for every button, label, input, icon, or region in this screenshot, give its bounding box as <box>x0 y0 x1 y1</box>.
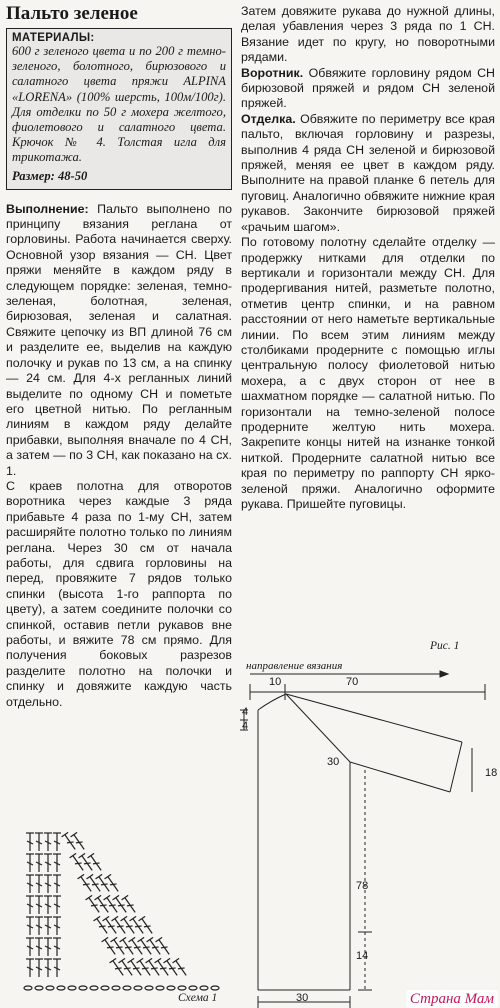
dim-sleeve: 30 <box>327 756 340 768</box>
sleeve-paragraph: Затем довяжите рукава до нужной длины, делая убавления через 3 ряда по 1 СН. Вязание идет по кругу, но поворотными рядами. <box>241 4 495 65</box>
materials-heading: МАТЕРИАЛЫ: <box>12 32 95 44</box>
stitch-symbol <box>86 895 103 914</box>
chain-stitch <box>211 986 219 990</box>
collar-paragraph <box>241 66 495 112</box>
stitch-symbol <box>35 917 43 935</box>
chain-stitch <box>24 986 32 990</box>
left-column <box>6 4 232 710</box>
stitch-symbol <box>110 958 127 977</box>
stitch-symbol <box>26 854 34 872</box>
stitch-symbol <box>44 959 52 977</box>
stitch-symbol <box>26 959 34 977</box>
stitch-symbol <box>53 833 61 851</box>
dim-side-b: 4 <box>242 720 249 732</box>
stitch-symbol <box>53 854 61 872</box>
stitch-symbol <box>44 917 52 935</box>
stitch-symbol <box>78 874 95 893</box>
chain-stitch <box>134 986 142 990</box>
knitting-direction-label: направление вязания <box>246 660 343 672</box>
stitch-symbol <box>35 938 43 956</box>
size-text: Размер: 48-50 <box>12 168 88 183</box>
stitch-symbol <box>62 832 79 851</box>
figure-label: Рис. 1 <box>430 640 460 652</box>
chain-stitch <box>57 986 65 990</box>
right-column <box>241 4 495 512</box>
materials-box <box>6 28 232 190</box>
stitch-symbol <box>44 938 52 956</box>
stitch-symbol <box>44 896 52 914</box>
chain-stitch <box>156 986 164 990</box>
dim-side-a: 4 <box>242 706 249 718</box>
chain-stitch <box>90 986 98 990</box>
neckline <box>258 694 286 710</box>
dim-bottom: 30 <box>296 992 309 1004</box>
stitch-symbol <box>26 833 34 851</box>
stitch-symbol <box>35 896 43 914</box>
stitch-symbol <box>53 917 61 935</box>
chain-stitch <box>101 986 109 990</box>
chain-stitch <box>200 986 208 990</box>
decoration-paragraph: По готовому полотну сделайте отделку — продержку нитками для отделки по вертикали и горизонтали между СН. Для продергивания нитей, разметьте полотно, отметив центр спинки, и на равном расстоянии от него наметьте вертикальные линии. По всем этим линиям между столбиками продерните с помощью иглы центральную полосу фиолетовой нитью мохера, а с двух сторон от нее в шахматном порядке — салатной нитью. По горизонтали на темно-зеленой полосе продерните желтую нить мохера. Закрепите концы нитей на изнанке тонкой ниткой. Продерните салатной нитью все края по периметру по раппорту СН ярко-зеленой пряжи. Аналогично оформите рукава. Пришейте пуговицы. <box>241 235 495 511</box>
stitch-symbol <box>26 875 34 893</box>
stitch-symbol <box>94 916 111 935</box>
direction-arrow-head <box>440 671 448 677</box>
stitch-symbol <box>26 896 34 914</box>
stitch-symbol <box>35 833 43 851</box>
chain-stitch <box>123 986 131 990</box>
dim-sleeve-end: 18 <box>485 767 498 779</box>
stitch-symbol <box>53 959 61 977</box>
chain-stitch <box>68 986 76 990</box>
chain-stitch <box>189 986 197 990</box>
scheme-label: Схема 1 <box>178 992 218 1004</box>
crochet-scheme <box>20 822 230 992</box>
stitch-symbol <box>53 938 61 956</box>
instructions-paragraph-2: С краев полотна для отворотов воротника через каждые 3 ряда прибавьте 4 раза по 1-му СН, затем расширяйте полотно только по линиям реглана. Через 30 см от начала работы, для сдвига горловины на перед, провяжите 7 рядов только спинки (высота 1-го раппорта по цвету), а затем соедините полочки со спинкой, оставив петли рукавов вне работы, и вяжите 78 см прямо. Для получения боковых разрезов разделите полотно на полочки и спинку и довяжите каждую часть отдельно. <box>6 478 232 709</box>
stitch-symbol <box>26 938 34 956</box>
stitch-symbol <box>70 853 87 872</box>
collar-text: Обвяжите горловину рядом СН бирюзовой пряжей и рядом СН зеленой пряжей. <box>241 65 495 111</box>
chain-stitch <box>79 986 87 990</box>
page-title: Пальто зеленое <box>6 3 138 24</box>
watermark-text: Страна Мам <box>409 991 494 1007</box>
stitch-symbol <box>35 875 43 893</box>
chain-stitch <box>112 986 120 990</box>
finish-text: Обвяжите по периметру все края пальто, включая горловину и разрезы, выполнив 4 ряда СН зеленой и бирюзовой пряжей, меняя ее цвет в каждом ряду. Выполните на правой планке 6 петель для пуговиц. Аналогично обвяжите нижние края рукавов. Закончите бирюзовой пряжей «рачьим шагом». <box>241 111 495 234</box>
stitch-symbol <box>53 875 61 893</box>
dim-top-left: 10 <box>269 676 282 688</box>
finish-lead: Отделка. <box>241 111 296 126</box>
raglan-line <box>286 694 350 762</box>
collar-lead: Воротник. <box>241 65 304 80</box>
instructions-paragraph-1 <box>6 202 232 479</box>
stitch-symbol <box>44 875 52 893</box>
watermark <box>406 990 498 1008</box>
chain-stitch <box>178 986 186 990</box>
dim-body: 78 <box>356 880 369 892</box>
sleeve-end <box>450 742 462 792</box>
materials-text: 600 г зеленого цвета и по 200 г темно-зеленого, болотного, бирюзового и салатного цвета пряжи ALPINA «LORENA» (100% шерсть, 100м/100г). Для отделки по 50 г мохера желтого, фиолетового и салатного цвета. Крючок № 4. Толстая игла для трикотажа. <box>12 44 226 165</box>
stitch-symbol <box>102 937 119 956</box>
stitch-symbol <box>35 854 43 872</box>
instructions-text-1: Пальто выполнено по принципу вязания реглана от горловины. Работа начинается сверху. Основной узор вязания — СН. Цвет пряжи меняйте в каждом ряду в следующем порядке: зеленая, темно-зеленая, болотная, зеленая, бирюзовая, зеленая и салатная. Свяжите цепочку из ВП длиной 76 см и разделите ее, выделив на каждую полочку и рукав по 13 см, а на спинку — 24 см. Для 4-х регланных линий выделите по одному СН и пометьте его цветной нитью. По регланным линиям в каждом ряду делайте прибавки, выполняя вначале по 4 СН, а затем — по 3 СН, как показано на сх. 1. <box>6 201 232 478</box>
chain-stitch <box>35 986 43 990</box>
instructions-lead: Выполнение: <box>6 201 89 216</box>
stitch-symbol <box>26 917 34 935</box>
dim-slit: 14 <box>356 950 369 962</box>
stitch-symbol <box>44 833 52 851</box>
pattern-diagram <box>240 670 500 1008</box>
stitch-symbol <box>35 959 43 977</box>
dim-top-right: 70 <box>346 676 359 688</box>
stitch-symbol <box>44 854 52 872</box>
finish-paragraph <box>241 112 495 235</box>
chain-stitch <box>145 986 153 990</box>
sleeve-top <box>286 694 462 742</box>
chain-stitch <box>46 986 54 990</box>
stitch-symbol <box>53 896 61 914</box>
chain-stitch <box>167 986 175 990</box>
